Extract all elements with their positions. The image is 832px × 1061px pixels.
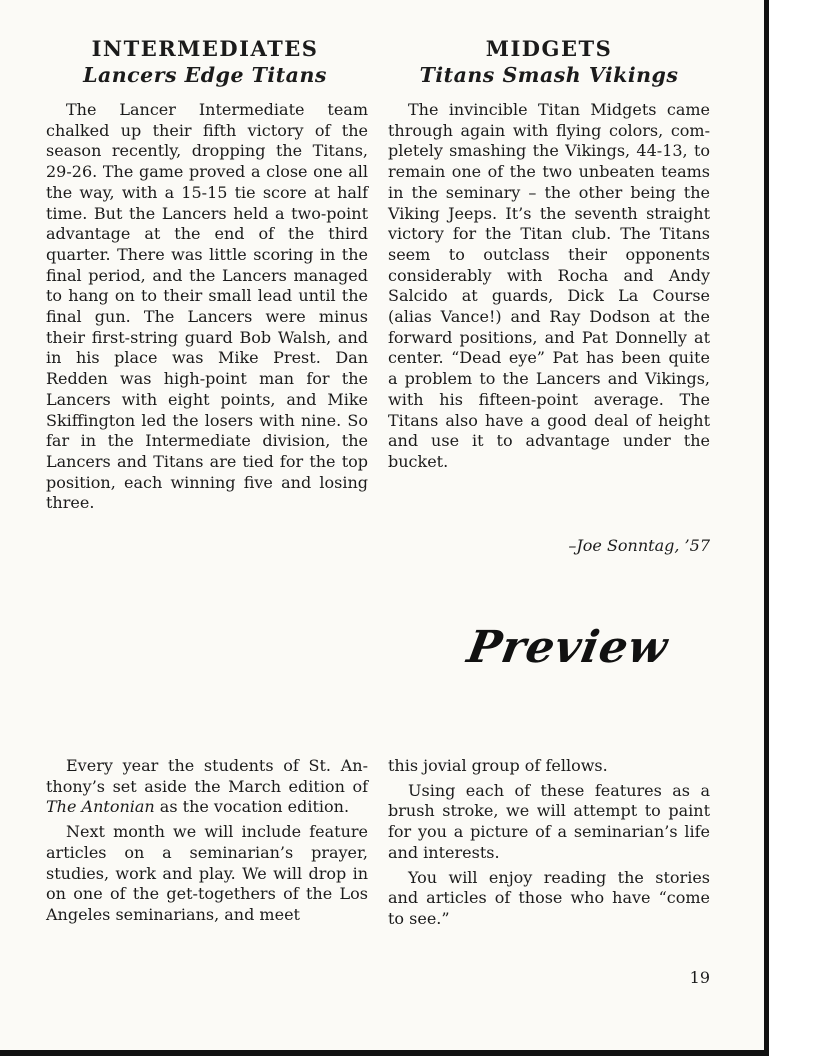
right-article-paragraph: The invincible Titan Midgets came through again with flying colors, completely smashing the Vikings, 44-13, to remain one of the two unbeaten teams in the seminary – the other being the Viking Jeeps. It’s the seventh straight victory for the Titan club. The Titans seem to outclass their opponents considerably with Rocha and Andy Salcido at guards, Dick La Course (alias Vance!) and Ray Dodson at the forward positions, and Pat Donnelly at center. “Dead eye” Pat has been quite a problem to the Lancers and Vikings, with his fifteen-point average. The Titans also have a good deal of height and use it to advantage under the bucket. — [388, 100, 710, 471]
preview-title: Preview — [463, 622, 672, 673]
preview-paragraph: Using each of these features as a brush stroke, we will attempt to paint for you a picture of a seminarian’s life and interests. — [388, 780, 710, 862]
right-article-body — [388, 100, 710, 473]
left-article-header — [44, 36, 366, 88]
headline-titans-smash-vikings: Titans Smash Vikings — [419, 63, 679, 87]
preview-text: Every year the students of St. Anthony’s set aside the March edition of — [46, 756, 368, 796]
preview-paragraph: Next month we will include feature articles on a seminarian’s prayer, studies, work and play. We will drop in on one of the get-togethers of the Los Angeles seminarians, and meet — [46, 822, 368, 924]
right-article-header — [388, 36, 710, 88]
headline-lancers-edge-titans: Lancers Edge Titans — [83, 63, 327, 87]
preview-paragraph: this jovial group of fellows. — [388, 756, 608, 775]
preview-right-column — [388, 756, 710, 930]
section-title-midgets: MIDGETS — [485, 36, 613, 61]
preview-paragraph: You will enjoy reading the stories and articles of those who have “come to see.” — [388, 867, 710, 928]
page-number: 19 — [689, 968, 710, 987]
section-title-intermediates: INTERMEDIATES — [91, 36, 319, 61]
preview-left-column — [46, 756, 368, 926]
page-edge-shadow — [764, 0, 769, 1056]
preview-paragraph — [46, 756, 368, 818]
article-byline: –Joe Sonntag, ’57 — [568, 536, 710, 555]
publication-title: The Antonian — [46, 797, 155, 817]
left-article-paragraph: The Lancer Intermediate team chalked up their fifth victory of the season recently, dropping the Titans, 29-26. The game proved a close one all the way, with a 15-15 tie score at half time. But the Lancers held a two-point advantage at the end of the third quarter. There was little scoring in the final period, and the Lancers managed to hang on to their small lead until the final gun. The Lancers were minus their first-string guard Bob Walsh, and in his place was Mike Prest. Dan Redden was high-point man for the Lancers with eight points, and Mike Skiffington led the losers with nine. So far in the Intermediate division, the Lancers and Titans are tied for the top position, each winning five and losing three. — [46, 100, 368, 513]
page-edge-shadow — [0, 1050, 769, 1056]
preview-text: as the vocation edition. — [154, 797, 350, 817]
left-article-body — [46, 100, 368, 514]
